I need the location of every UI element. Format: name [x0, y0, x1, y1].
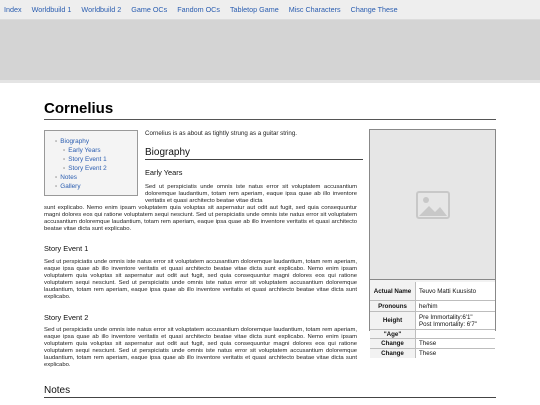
infobox-value: he/him: [415, 301, 495, 311]
nav-link-index[interactable]: Index: [4, 5, 22, 14]
story-event-1-paragraph: Sed ut perspiciatis unde omnis iste natus error sit voluptatem accusantium doloremque laudantium, totam rem aperiam, eaque ipsa quae ab illo inventore veritatis et quasi architecto beatae vitae dicta sunt explicabo. Nemo enim ipsam voluptatem quia voluptas sit aspernatur aut odit aut fugit, sed quia consequuntur magni dolores eos qui ratione voluptatem sequi nesciunt. Sed ut perspiciatis unde omnis iste natus error sit voluptatem accusantium doloremque laudantium, totam rem aperiam, eaque ipsa quae ab illo inventore veritatis et quasi architecto beatae vitae dicta sunt explicabo.: [44, 259, 357, 300]
early-years-heading: Early Years: [145, 168, 183, 177]
early-years-paragraph-end: sunt explicabo. Nemo enim ipsam voluptatem quia voluptas sit aspernatur aut odit aut fugit, sed quia consequuntur magni dolores eos qui ratione voluptatem sequi nesciunt. Sed ut perspiciatis unde omnis iste natus error sit voluptatem accusantium doloremque laudantium, totam rem aperiam, eaque ipsa quae ab illo inventore veritatis et quasi architecto beatae vitae dicta sunt explicabo.: [44, 205, 357, 232]
notes-divider: [44, 397, 496, 398]
height-pre-immortality: Pre Immortality:6'1": [419, 313, 473, 321]
story-event-1-heading: Story Event 1: [44, 244, 89, 253]
infobox-key: Change: [370, 339, 415, 348]
toc-item-gallery[interactable]: ◦ Gallery: [55, 182, 133, 191]
toc-item-story-event-2[interactable]: ◦ Story Event 2: [55, 164, 133, 173]
nav-link-worldbuild-2[interactable]: Worldbuild 2: [81, 5, 122, 14]
notes-heading: Notes: [44, 385, 71, 396]
toc-item-story-event-1[interactable]: ◦ Story Event 1: [55, 155, 133, 164]
infobox-key: Actual Name: [370, 282, 415, 300]
intro-text: Cornelius is as about as tightly strung as a guitar string.: [145, 130, 298, 137]
infobox-value: Teuvo Matti Kuusisto: [415, 282, 495, 300]
infobox-row-actual-name: [370, 282, 495, 300]
infobox-row-pronouns: [370, 300, 495, 311]
story-event-2-paragraph: Sed ut perspiciatis unde omnis iste natus error sit voluptatem accusantium doloremque laudantium, totam rem aperiam, eaque ipsa quae ab illo inventore veritatis et quasi architecto beatae vitae dicta sunt explicabo. Nemo enim ipsam voluptatem quia voluptas sit aspernatur aut odit aut fugit, sed quia consequuntur magni dolores eos qui ratione voluptatem sequi nesciunt. Sed ut perspiciatis unde omnis iste natus error sit voluptatem accusantium doloremque laudantium, totam rem aperiam, eaque ipsa quae ab illo inventore veritatis et quasi architecto beatae vitae dicta sunt explicabo.: [44, 327, 357, 368]
character-image-placeholder: [370, 130, 495, 280]
top-navigation: [0, 0, 540, 20]
infobox-value: These: [415, 349, 495, 358]
nav-link-misc-characters[interactable]: Misc Characters: [288, 5, 341, 14]
header-banner: [0, 20, 540, 80]
early-years-paragraph-start: Sed ut perspiciatis unde omnis iste natus error sit voluptatem accusantium doloremque laudantium, totam rem aperiam, eaque ipsa quae ab illo inventore veritatis et quasi architecto beatae vitae dicta: [145, 184, 357, 204]
biography-heading: Biography: [145, 147, 191, 158]
nav-link-worldbuild-1[interactable]: Worldbuild 1: [31, 5, 72, 14]
biography-divider: [145, 159, 363, 160]
height-post-immortality: Post Immortality: 6'7": [419, 320, 478, 328]
toc-item-biography[interactable]: ◦ Biography: [55, 137, 133, 146]
story-event-2-heading: Story Event 2: [44, 313, 89, 322]
infobox-key: Height: [370, 312, 415, 329]
toc-item-early-years[interactable]: ◦ Early Years: [55, 146, 133, 155]
infobox-row-change-2: [370, 348, 495, 358]
title-divider: [44, 119, 496, 120]
infobox-value: These: [415, 339, 495, 348]
infobox-row-change-1: [370, 338, 495, 348]
toc-item-notes[interactable]: ◦ Notes: [55, 173, 133, 182]
banner-divider: [0, 80, 540, 83]
character-infobox: [369, 129, 496, 357]
page-title: Cornelius: [44, 100, 114, 117]
infobox-table: [370, 282, 495, 358]
infobox-key: Change: [370, 349, 415, 358]
infobox-row-age: [370, 329, 495, 338]
infobox-key: Pronouns: [370, 301, 415, 311]
nav-link-change-these[interactable]: Change These: [350, 5, 398, 14]
infobox-value: [415, 312, 495, 329]
image-placeholder-icon: [416, 191, 450, 219]
infobox-row-height: [370, 311, 495, 329]
infobox-value: [415, 330, 495, 338]
infobox-key: "Age": [370, 330, 415, 338]
nav-link-tabletop-game[interactable]: Tabletop Game: [229, 5, 279, 14]
nav-link-fandom-ocs[interactable]: Fandom OCs: [177, 5, 220, 14]
table-of-contents: [44, 130, 138, 196]
nav-link-game-ocs[interactable]: Game OCs: [131, 5, 168, 14]
